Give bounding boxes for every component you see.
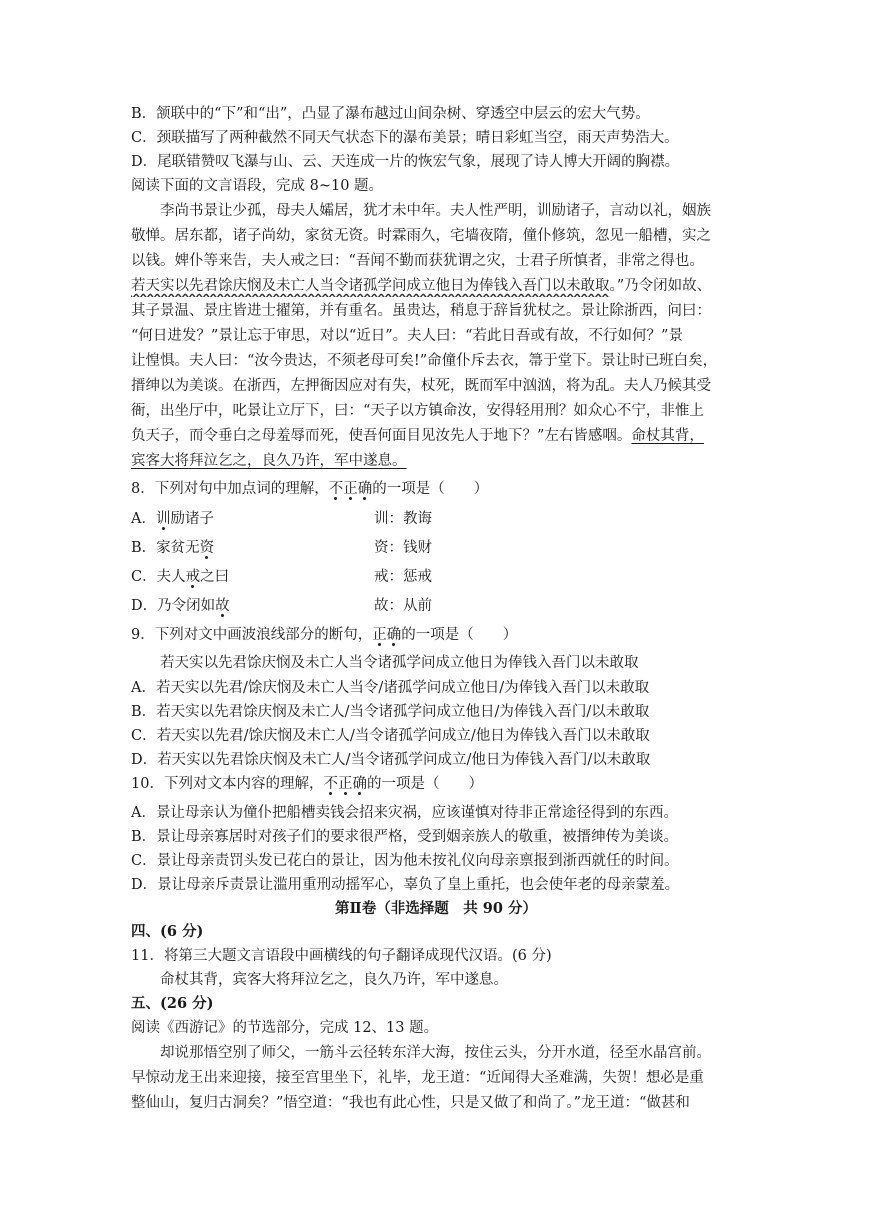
dotted-char: 正 [337, 776, 353, 792]
passage-text: 。”乃令闭如故、 [609, 278, 712, 294]
option-text: 之曰 [200, 569, 230, 585]
passage-line [131, 425, 741, 447]
passage-line: 李尚书景让少孤，母夫人孀居，犹才未中年。夫人性严明，训励诸子，言动以礼，姻族 [160, 203, 711, 219]
option-text: 励诸子 [170, 511, 214, 527]
dotted-char: 正 [343, 481, 358, 497]
dotted-char: 确 [386, 627, 402, 643]
q8-option-b[interactable] [131, 537, 214, 559]
dotted-char: 确 [357, 481, 373, 497]
option-c-poem: C．颈联描写了两种截然不同天气状态下的瀑布美景；晴日彩虹当空，雨天声势浩大。 [131, 130, 679, 146]
dotted-char: 正 [372, 627, 387, 643]
option-letter: D． [131, 598, 158, 614]
stem-text: 的一项是（ ） [401, 627, 518, 643]
option-d-poem: D．尾联错赞叹飞瀑与山、云、天连成一片的恢宏气象，展现了诗人博大开阔的胸襟。 [131, 154, 680, 170]
question-11-sentence: 命杖其背，宾客大将拜泣乞之，良久乃许，军中遂息。 [160, 972, 508, 988]
stem-text: 10．下列对文本内容的理解， [131, 776, 324, 792]
section-5-instruction: 阅读《西游记》的节选部分，完成 12、13 题。 [131, 1020, 439, 1036]
passage-line: 其子景温、景庄皆进士擢第，并有重名。虽贵达，稍息于辞旨犹杖之。景让除浙西，问曰： [131, 303, 711, 319]
section-2-title: 第Ⅱ卷（非选择题 共 90 分） [335, 900, 537, 917]
option-letter: A． [131, 511, 156, 527]
novel-excerpt-line: 整仙山，复归古洞矣？”悟空道：“我也有此心性，只是又做了和尚了。”龙王道：“做甚和 [131, 1095, 690, 1111]
question-10-stem [131, 773, 741, 795]
q10-option-a[interactable]: A．景让母亲认为僮仆把船槽卖钱会招来灾祸，应该谨慎对待非正常途径得到的东西。 [131, 805, 678, 821]
stem-text: 的一项是（ ） [372, 481, 489, 497]
question-8-stem [131, 478, 741, 500]
dotted-char: 不 [323, 776, 338, 792]
passage-line: 衙，出坐厅中，叱景让立厅下，曰：“天子以方镇命汝，安得轻用刑？如众心不宁，非惟上 [131, 403, 704, 419]
option-b-poem: B．颔联中的“下”和“出”，凸显了瀑布越过山间杂树、穿透空中层云的宏大气势。 [131, 106, 650, 122]
passage-line: 敬惮。居东都，诸子尚幼，家贫无资。时霖雨久，宅墙夜隋，僮仆修筑，忽见一船槽，实之 [131, 228, 711, 244]
passage-line [131, 275, 741, 297]
q10-option-c[interactable]: C．景让母亲责罚头发已花白的景让，因为他未按礼仪向母亲禀报到浙西就任的时间。 [131, 853, 679, 869]
dotted-char: 训 [155, 511, 171, 527]
q8-option-a[interactable] [131, 508, 214, 530]
underlined-sentence: 命杖其背， [631, 428, 704, 444]
dotted-char: 故 [215, 598, 230, 614]
option-text: 乃令闭如 [157, 598, 216, 614]
q8-option-d[interactable] [131, 595, 230, 617]
dotted-char: 戒 [185, 569, 201, 585]
question-9-stem [131, 624, 741, 646]
dotted-char: 资 [199, 540, 215, 556]
q9-option-b[interactable]: B．若天实以先君馀庆悯及未亡人/当令诸孤学问成立他日/为俸钱入吾门/以未敢取 [131, 704, 650, 720]
q8-gloss-b: 资：钱财 [374, 540, 432, 556]
passage-instruction: 阅读下面的文言语段，完成 8~10 题。 [131, 178, 384, 194]
option-text: 家贫无 [156, 540, 200, 556]
q8-gloss-d: 故：从前 [374, 598, 432, 614]
wavy-underlined-sentence: 若天实以先君馀庆悯及未亡人当令诸孤学问成立他日为俸钱入吾门以未敢取 [131, 278, 610, 294]
passage-line [131, 450, 741, 472]
q9-option-a[interactable]: A．若天实以先君/馀庆悯及未亡人当令/诸孤学问成立他日/为俸钱入吾门以未敢取 [131, 680, 650, 696]
q9-option-d[interactable]: D．若天实以先君馀庆悯及未亡人/当令诸孤学问成立/他日为俸钱入吾门/以未敢取 [131, 752, 651, 768]
passage-line: “何日进发？”景让忘于审思，对以“近日”。夫人曰：“若此日吾或有故，不行如何？”景 [131, 328, 683, 344]
novel-excerpt-line: 早惊动龙王出来迎接，接至宫里坐下，礼毕，龙王道：“近闻得大圣难满，失贺！想必是重 [131, 1070, 704, 1086]
q10-option-b[interactable]: B．景让母亲寡居时对孩子们的要求很严格，受到姻亲族人的敬重，被搢绅传为美谈。 [131, 829, 679, 845]
dotted-char: 确 [352, 776, 367, 792]
q8-option-c[interactable] [131, 566, 229, 588]
q8-gloss-c: 戒：惩戒 [374, 569, 432, 585]
option-letter: C． [131, 569, 157, 585]
stem-text: 8．下列对句中加点词的理解， [131, 481, 329, 497]
novel-excerpt-line: 却说那悟空别了师父，一筋斗云径转东洋大海，按住云头，分开水道，径至水晶宫前。 [160, 1045, 711, 1061]
dotted-char: 不 [328, 481, 344, 497]
section-5-heading: 五、(26 分) [131, 995, 214, 1012]
passage-line: 搢绅以为美谈。在浙西，左押衙因应对有失，杖死，既而军中汹汹，将为乱。夫人乃候其受 [131, 378, 711, 394]
q9-option-c[interactable]: C．若天实以先君/馀庆悯及未亡人/当令诸孤学问成立/他日为俸钱入吾门以未敢取 [131, 728, 650, 744]
q10-option-d[interactable]: D．景让母亲斥责景让滥用重刑动摇军心，辜负了皇上重托，也会使年老的母亲蒙羞。 [131, 877, 680, 893]
passage-line: 以钱。婢仆等来告，夫人戒之曰：“吾闻不勤而获犹谓之灾，士君子所慎者，非常之得也。 [131, 253, 704, 269]
passage-text: 负天子，而令垂白之母羞辱而死，使吾何面目见汝先人于地下？”左右皆感咽。 [131, 428, 632, 444]
question-9-quote: 若天实以先君馀庆悯及未亡人当令诸孤学问成立他日为俸钱入吾门以未敢取 [160, 655, 639, 671]
underlined-sentence: 宾客大将拜泣乞之，良久乃许，军中遂息。 [131, 453, 407, 469]
q8-gloss-a: 训：教诲 [374, 511, 432, 527]
option-text: 夫人 [156, 569, 186, 585]
option-letter: B． [131, 540, 157, 556]
passage-line: 让惶惧。夫人曰：“汝今贵达，不须老母可矣!”命僮仆斥去衣，箒于堂下。景让时已班白矣， [131, 353, 718, 369]
stem-text: 9．下列对文中画波浪线部分的断句， [131, 627, 373, 643]
question-11: 11．将第三大题文言语段中画横线的句子翻译成现代汉语。(6 分) [131, 948, 552, 964]
section-4-heading: 四、(6 分) [131, 923, 204, 940]
stem-text: 的一项是（ ） [366, 776, 483, 792]
